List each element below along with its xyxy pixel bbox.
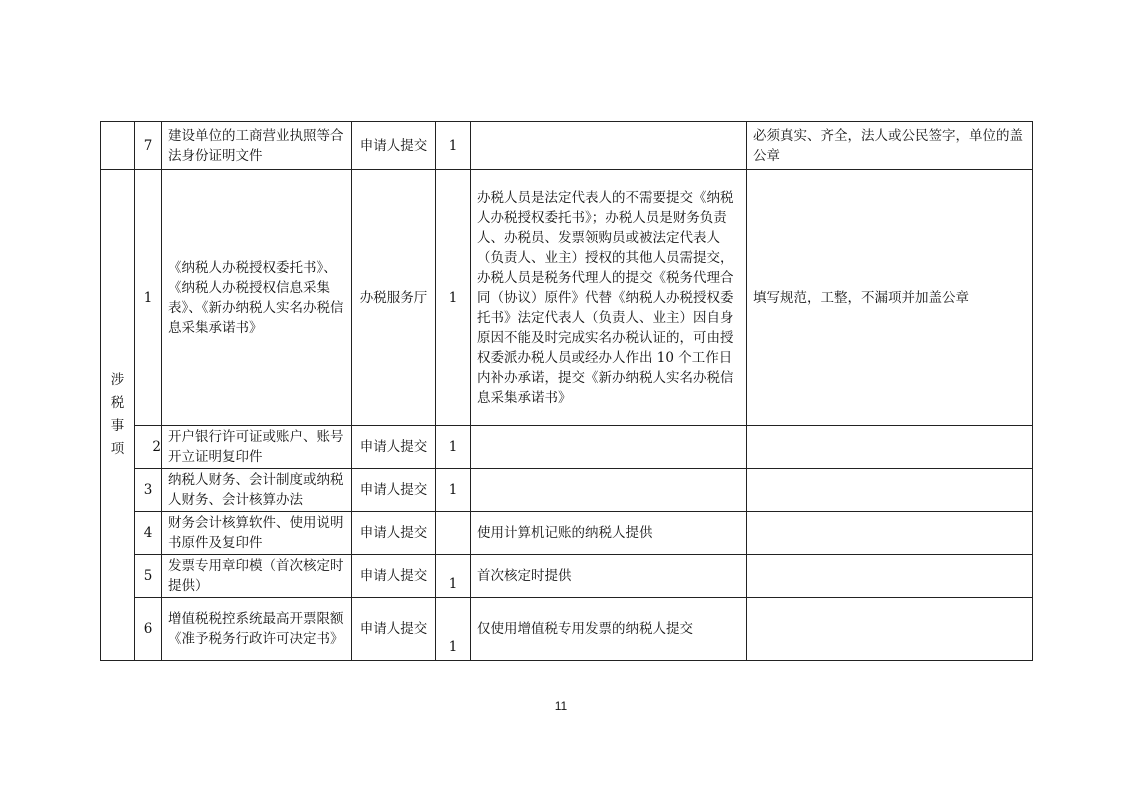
material-note [471, 426, 747, 469]
row-number: 5 [135, 555, 162, 598]
material-source: 申请人提交 [352, 122, 436, 170]
section-label-tax-matters: 涉 税 事 项 [101, 170, 135, 661]
material-source: 申请人提交 [352, 426, 436, 469]
material-copies: 1 [436, 598, 471, 661]
material-name: 纳税人财务、会计制度或纳税人财务、会计核算办法 [162, 469, 352, 512]
material-source: 申请人提交 [352, 469, 436, 512]
page-number: 11 [554, 699, 568, 713]
material-note: 首次核定时提供 [471, 555, 747, 598]
material-requirement [747, 512, 1033, 555]
material-requirement [747, 598, 1033, 661]
table-row [101, 555, 1033, 598]
material-copies [436, 512, 471, 555]
row-number: 1 [135, 170, 162, 426]
material-name: 《纳税人办税授权委托书》、《纳税人办税授权信息采集表》、《新办纳税人实名办税信息采集承诺书》 [162, 170, 352, 426]
material-requirement [747, 555, 1033, 598]
table-row [101, 469, 1033, 512]
table-row [101, 122, 1033, 170]
material-note: 办税人员是法定代表人的不需要提交《纳税人办税授权委托书》；办税人员是财务负责人、办税员、发票领购员或被法定代表人（负责人、业主）授权的其他人员需提交，办税人员是税务代理人的提交《税务代理合同（协议）原件》代替《纳税人办税授权委托书》法定代表人（负责人、业主）因自身原因不能及时完成实名办税认证的，可由授权委派办税人员或经办人作出 10 个工作日内补办承诺，提交《新办纳税人实名办税信息采集承诺书》 [471, 170, 747, 426]
material-requirement: 填写规范，工整，不漏项并加盖公章 [747, 170, 1033, 426]
row-number: 6 [135, 598, 162, 661]
material-requirement: 必须真实、齐全，法人或公民签字，单位的盖公章 [747, 122, 1033, 170]
material-source: 办税服务厅 [352, 170, 436, 426]
material-note: 仅使用增值税专用发票的纳税人提交 [471, 598, 747, 661]
materials-table [100, 121, 1033, 661]
row-number: 2 [135, 426, 162, 469]
row-number: 7 [135, 122, 162, 170]
section-cell-empty [101, 122, 135, 170]
material-copies: 1 [436, 122, 471, 170]
material-name: 发票专用章印模（首次核定时提供） [162, 555, 352, 598]
material-name: 开户银行许可证或账户、账号开立证明复印件 [162, 426, 352, 469]
material-source: 申请人提交 [352, 598, 436, 661]
table-row [101, 512, 1033, 555]
material-copies: 1 [436, 426, 471, 469]
row-number: 3 [135, 469, 162, 512]
material-name: 财务会计核算软件、使用说明书原件及复印件 [162, 512, 352, 555]
material-note: 使用计算机记账的纳税人提供 [471, 512, 747, 555]
material-source: 申请人提交 [352, 555, 436, 598]
material-copies: 1 [436, 555, 471, 598]
row-number: 4 [135, 512, 162, 555]
material-copies: 1 [436, 170, 471, 426]
material-copies: 1 [436, 469, 471, 512]
table-row [101, 170, 1033, 426]
material-source: 申请人提交 [352, 512, 436, 555]
table-row [101, 598, 1033, 661]
material-note [471, 122, 747, 170]
table-row [101, 426, 1033, 469]
material-name: 增值税税控系统最高开票限额《准予税务行政许可决定书》 [162, 598, 352, 661]
material-name: 建设单位的工商营业执照等合法身份证明文件 [162, 122, 352, 170]
material-note [471, 469, 747, 512]
material-requirement [747, 469, 1033, 512]
material-requirement [747, 426, 1033, 469]
